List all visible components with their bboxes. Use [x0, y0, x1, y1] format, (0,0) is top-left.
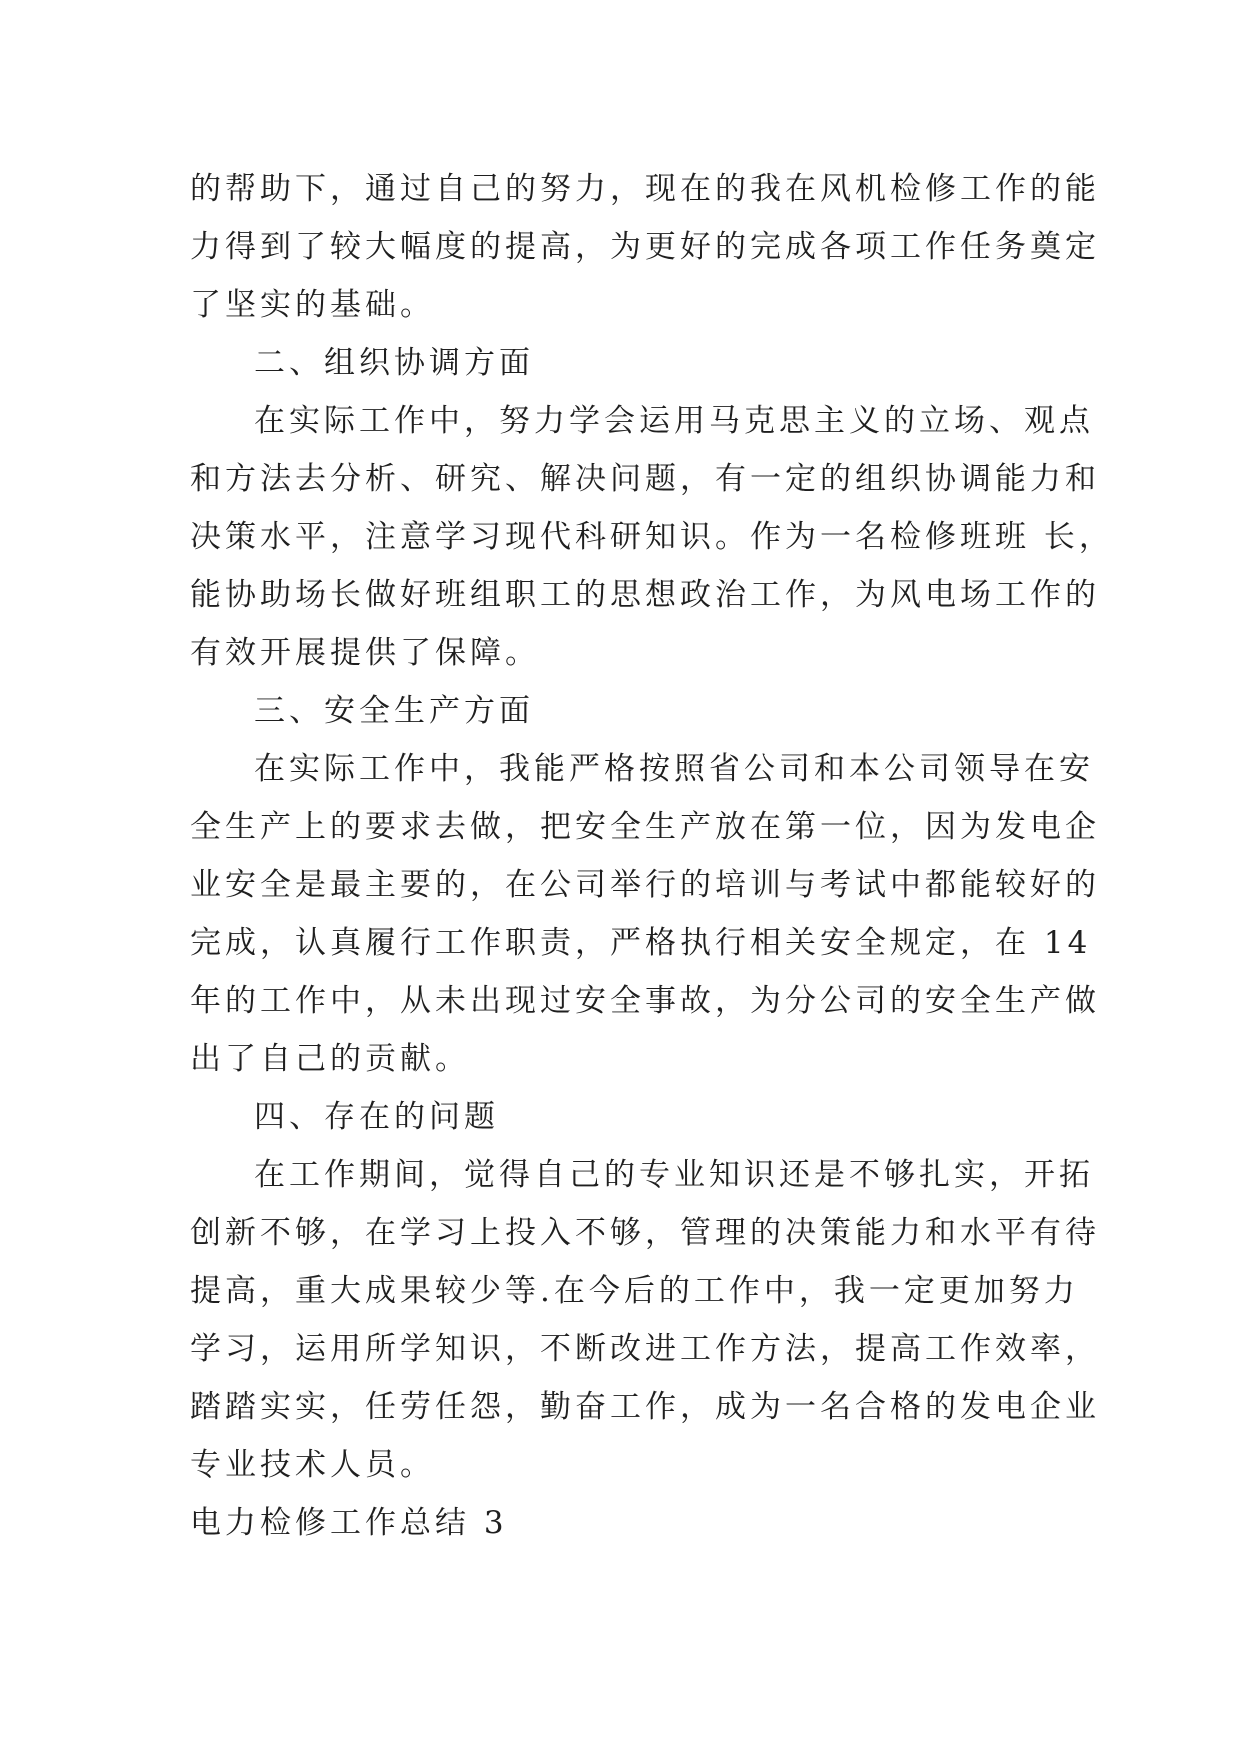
paragraph-line: 创新不够，在学习上投入不够，管理的决策能力和水平有待 — [190, 1215, 1100, 1251]
paragraph-line: 提高，重大成果较少等.在今后的工作中，我一定更加努力 — [190, 1273, 1079, 1309]
paragraph-line: 的帮助下，通过自己的努力，现在的我在风机检修工作的能 — [190, 171, 1100, 207]
paragraph-line: 完成，认真履行工作职责，严格执行相关安全规定，在 14 — [190, 925, 1092, 961]
paragraph-line: 业安全是最主要的，在公司举行的培训与考试中都能较好的 — [190, 867, 1100, 903]
section-heading: 四、存在的问题 — [254, 1099, 499, 1135]
paragraph-line: 在工作期间，觉得自己的专业知识还是不够扎实，开拓 — [254, 1157, 1094, 1193]
paragraph-line: 年的工作中，从未出现过安全事故，为分公司的安全生产做 — [190, 983, 1100, 1019]
paragraph-line: 有效开展提供了保障。 — [190, 635, 540, 671]
paragraph-line: 和方法去分析、研究、解决问题，有一定的组织协调能力和 — [190, 461, 1100, 497]
section-heading: 二、组织协调方面 — [254, 345, 534, 381]
paragraph-line: 学习，运用所学知识，不断改进工作方法，提高工作效率， — [190, 1331, 1100, 1367]
paragraph-line: 全生产上的要求去做，把安全生产放在第一位，因为发电企 — [190, 809, 1100, 845]
document-title: 电力检修工作总结 3 — [190, 1505, 508, 1541]
paragraph-line: 踏踏实实，任劳任怨，勤奋工作，成为一名合格的发电企业 — [190, 1389, 1100, 1425]
paragraph-line: 力得到了较大幅度的提高，为更好的完成各项工作任务奠定 — [190, 229, 1100, 265]
paragraph-line: 出了自己的贡献。 — [190, 1041, 470, 1077]
paragraph-line: 了坚实的基础。 — [190, 287, 435, 323]
section-heading: 三、安全生产方面 — [254, 693, 534, 729]
paragraph-line: 在实际工作中，我能严格按照省公司和本公司领导在安 — [254, 751, 1094, 787]
paragraph-line: 在实际工作中，努力学会运用马克思主义的立场、观点 — [254, 403, 1094, 439]
paragraph-line: 专业技术人员。 — [190, 1447, 435, 1483]
paragraph-line: 决策水平，注意学习现代科研知识。作为一名检修班班 长， — [190, 519, 1114, 555]
document-body — [190, 160, 1114, 1552]
paragraph-line: 能协助场长做好班组职工的思想政治工作，为风电场工作的 — [190, 577, 1100, 613]
